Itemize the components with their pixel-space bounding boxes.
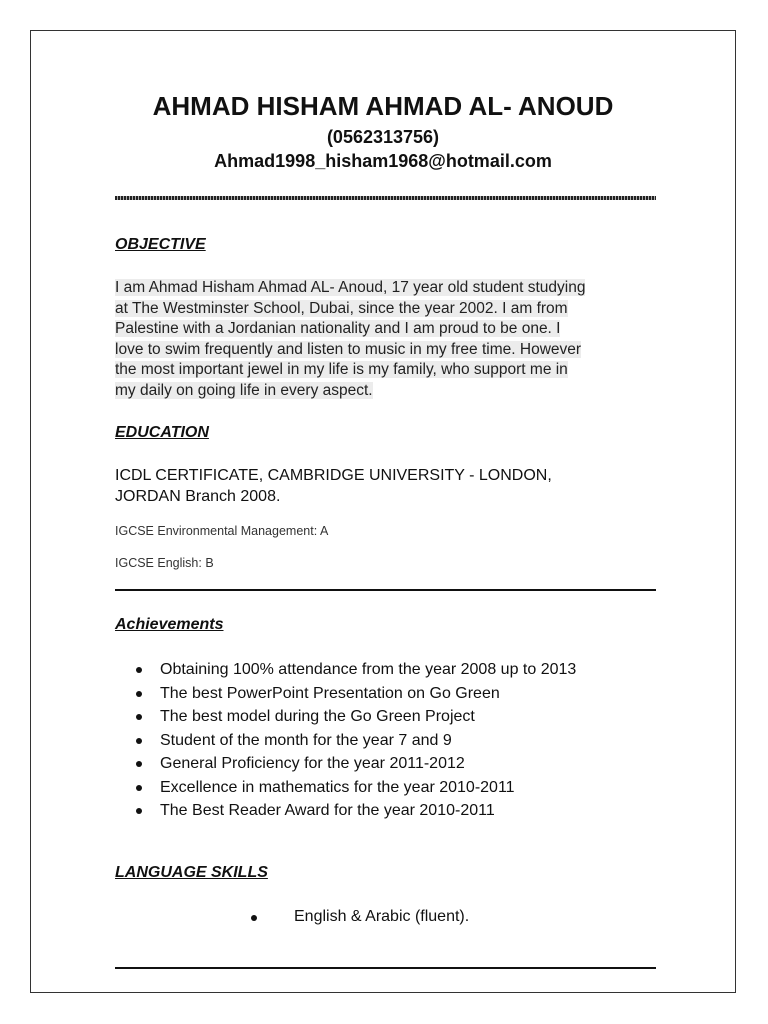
education-heading: EDUCATION <box>115 424 209 441</box>
objective-line: the most important jewel in my life is my family, who support me in <box>115 361 568 378</box>
list-item: The best model during the Go Green Project <box>115 705 576 729</box>
objective-line: my daily on going life in every aspect. <box>115 381 373 399</box>
education-entry-line: ICDL CERTIFICATE, CAMBRIDGE UNIVERSITY - LONDON, <box>115 467 552 484</box>
igcse-english-grade: IGCSE English: B <box>115 556 214 570</box>
language-skills-list <box>115 908 469 926</box>
email-address: Ahmad1998_hisham1968@hotmail.com <box>214 151 552 171</box>
resume-page <box>30 30 736 993</box>
list-item: General Proficiency for the year 2011-2012 <box>115 752 576 776</box>
objective-line: love to swim frequently and listen to music in my free time. However <box>115 340 582 358</box>
phone-number: (0562313756) <box>326 127 440 147</box>
objective-line: at The Westminster School, Dubai, since the year 2002. I am from <box>115 299 568 317</box>
achievements-heading: Achievements <box>115 616 224 633</box>
list-item: The best PowerPoint Presentation on Go Green <box>115 682 576 706</box>
candidate-name: AHMAD HISHAM AHMAD AL- ANOUD <box>152 91 614 121</box>
header-divider <box>115 196 656 200</box>
list-item: Student of the month for the year 7 and 9 <box>115 729 576 753</box>
objective-heading: OBJECTIVE <box>115 236 206 253</box>
objective-paragraph <box>115 278 655 401</box>
list-item: Obtaining 100% attendance from the year 2008 up to 2013 <box>115 658 576 682</box>
achievements-list <box>115 658 576 823</box>
list-item: English & Arabic (fluent). <box>115 908 469 926</box>
language-skills-heading: LANGUAGE SKILLS <box>115 864 268 881</box>
education-entry-line: JORDAN Branch 2008. <box>115 488 281 505</box>
list-item: Excellence in mathematics for the year 2010-2011 <box>115 776 576 800</box>
list-item: The Best Reader Award for the year 2010-2011 <box>115 799 576 823</box>
igcse-environmental-grade: IGCSE Environmental Management: A <box>115 524 329 538</box>
objective-line: I am Ahmad Hisham Ahmad AL- Anoud, 17 year old student studying <box>115 279 586 296</box>
footer-divider <box>115 967 656 969</box>
education-entry <box>115 465 635 507</box>
education-divider <box>115 589 656 591</box>
objective-line: Palestine with a Jordanian nationality and I am proud to be one. I <box>115 320 561 337</box>
